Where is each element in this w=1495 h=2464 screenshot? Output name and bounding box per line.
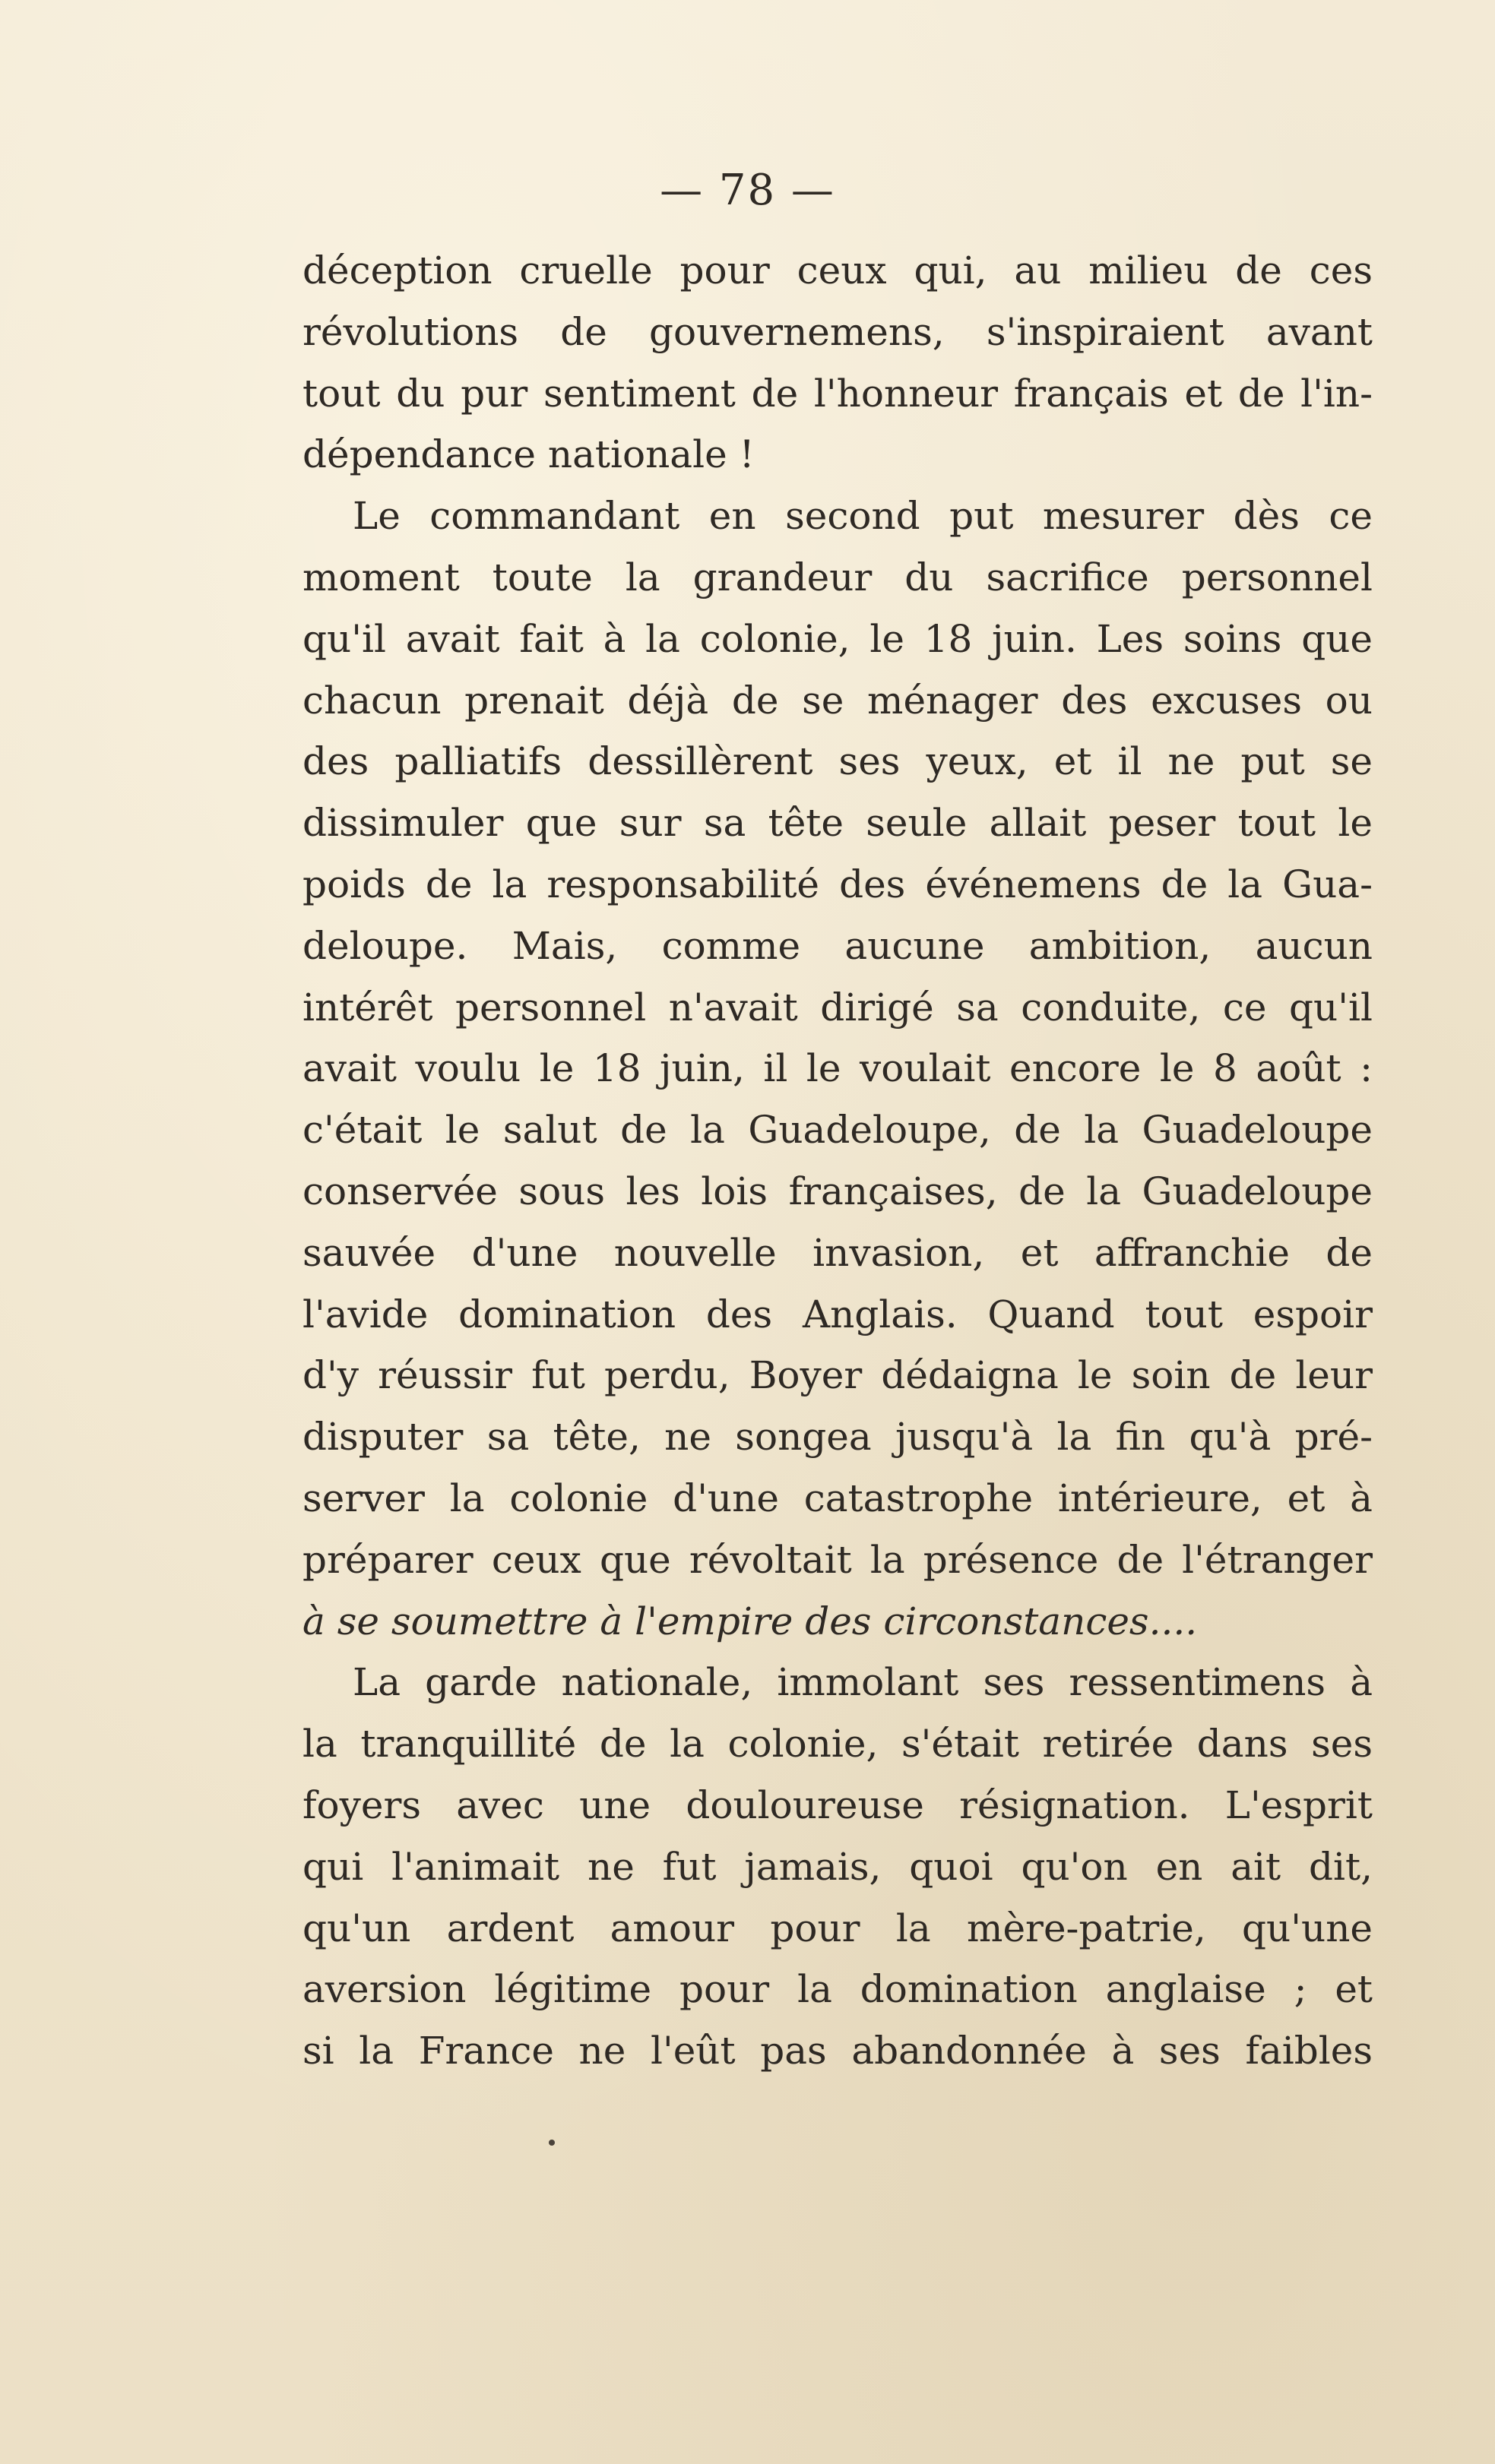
text-line: des palliatifs dessillèrent ses yeux, et il ne put se: [302, 739, 1373, 784]
text-line: révolutions de gouvernemens, s'inspiraient avant: [302, 309, 1373, 354]
text-line: tout du pur sentiment de l'honneur français et de l'in-: [302, 371, 1373, 416]
text-line: chacun prenait déjà de se ménager des excuses ou: [302, 678, 1373, 723]
text-line: deloupe. Mais, comme aucune ambition, aucun: [302, 923, 1373, 968]
text-line: si la France ne l'eût pas abandonnée à ses faibles: [302, 2029, 1373, 2073]
text-line: avait voulu le 18 juin, il le voulait encore le 8 août :: [302, 1046, 1373, 1091]
text-line: server la colonie d'une catastrophe intérieure, et à: [302, 1476, 1373, 1520]
text-line: dissimuler que sur sa tête seule allait peser tout le: [302, 801, 1373, 846]
body-text: [302, 240, 1373, 2082]
text-line: qu'un ardent amour pour la mère-patrie, qu'une: [302, 1906, 1373, 1950]
text-line: préparer ceux que révoltait la présence de l'étranger: [302, 1537, 1373, 1582]
text-line: conservée sous les lois françaises, de la Guadeloupe: [302, 1169, 1373, 1213]
italic-text-line: à se soumettre à l'empire des circonstances....: [302, 1599, 1198, 1643]
text-line: l'avide domination des Anglais. Quand tout espoir: [302, 1292, 1373, 1336]
text-line: foyers avec une douloureuse résignation. L'esprit: [302, 1782, 1373, 1827]
text-line: sauvée d'une nouvelle invasion, et affranchie de: [302, 1230, 1373, 1275]
text-line: disputer sa tête, ne songea jusqu'à la fin qu'à pré-: [302, 1415, 1373, 1460]
text-line: qu'il avait fait à la colonie, le 18 juin. Les soins que: [302, 616, 1373, 661]
text-line: la tranquillité de la colonie, s'était retirée dans ses: [302, 1722, 1373, 1767]
text-line: intérêt personnel n'avait dirigé sa conduite, ce qu'il: [302, 985, 1373, 1030]
ink-speck: [549, 2140, 555, 2146]
paragraph-start-line: Le commandant en second put mesurer dès ce: [353, 494, 1373, 539]
text-line: moment toute la grandeur du sacrifice personnel: [302, 555, 1373, 599]
text-line: qui l'animait ne fut jamais, quoi qu'on en ait dit,: [302, 1844, 1373, 1889]
text-line: dépendance nationale !: [302, 432, 755, 477]
text-line: déception cruelle pour ceux qui, au milieu de ces: [302, 248, 1373, 293]
page-number: — 78 —: [660, 166, 835, 215]
text-line: poids de la responsabilité des événemens de la Gua-: [302, 862, 1373, 906]
text-line: d'y réussir fut perdu, Boyer dédaigna le soin de leur: [302, 1353, 1373, 1398]
paragraph-start-line: La garde nationale, immolant ses ressentimens à: [353, 1660, 1373, 1705]
text-line: aversion légitime pour la domination anglaise ; et: [302, 1967, 1373, 2012]
text-line: c'était le salut de la Guadeloupe, de la Guadeloupe: [302, 1108, 1373, 1153]
